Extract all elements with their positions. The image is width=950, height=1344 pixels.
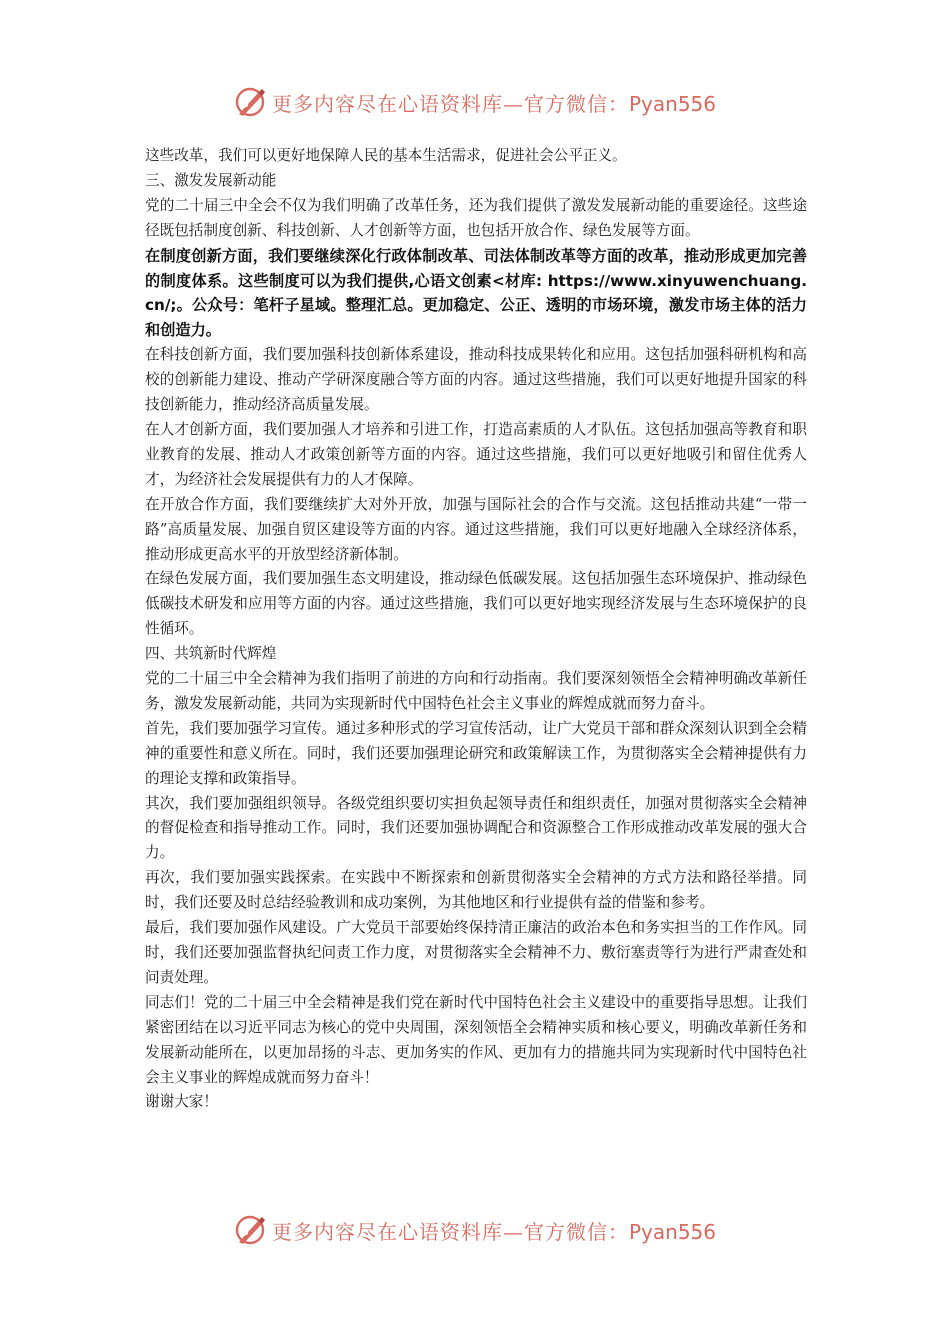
paragraph: 再次，我们要加强实践探索。在实践中不断探索和创新贯彻落实全会精神的方式方法和路径举措。同时，我们还要及时总结经验教训和成功案例，为其他地区和行业提供有益的借鉴和参考。 [145, 869, 807, 912]
paragraph: 同志们！党的二十届三中全会精神是我们党在新时代中国特色社会主义建设中的重要指导思想。让我们紧密团结在以习近平同志为核心的党中央周围，深刻领悟全会精神实质和核心要义，明确改革新任务和发展新动能所在，以更加昂扬的斗志、更加务实的作风、更加有力的措施共同为实现新时代中国特色社会主义事业的辉煌成就而努力奋斗！ [145, 993, 807, 1086]
header-banner [0, 82, 950, 122]
document-body [145, 144, 807, 1115]
banner-text: 更多内容尽在心语资料库—官方微信：Pyan556 [271, 91, 716, 116]
pen-logo-icon [234, 85, 268, 119]
paragraph: 在科技创新方面，我们要加强科技创新体系建设，推动科技成果转化和应用。这包括加强科研机构和高校的创新能力建设、推动产学研深度融合等方面的内容。通过这些措施，我们可以更好地提升国家的科技创新能力，推动经济高质量发展。 [145, 346, 807, 414]
paragraph: 在制度创新方面，我们要继续深化行政体制改革、司法体制改革等方面的改革，推动形成更加完善的制度体系。这些制度可以为我们提供,心语文创素<材库: https://www.xinyuwenchuang.cn/;。公众号：笔杆子星域。整理汇总。更加稳定、公正、透明的市场环境，激发市场主体的活力和创造力。 [145, 246, 807, 340]
paragraph: 在开放合作方面，我们要继续扩大对外开放，加强与国际社会的合作与交流。这包括推动共建“一带一路”高质量发展、加强自贸区建设等方面的内容。通过这些措施，我们可以更好地融入全球经济体系，推动形成更高水平的开放型经济新体制。 [145, 495, 807, 563]
paragraph: 这些改革，我们可以更好地保障人民的基本生活需求，促进社会公平正义。 [145, 147, 627, 164]
paragraph: 党的二十届三中全会精神为我们指明了前进的方向和行动指南。我们要深刻领悟全会精神明确改革新任务，激发发展新动能，共同为实现新时代中国特色社会主义事业的辉煌成就而努力奋斗。 [145, 670, 807, 712]
paragraph: 谢谢大家！ [145, 1093, 218, 1111]
pen-logo-icon [234, 1213, 268, 1247]
banner-handle: Pyan556 [628, 1219, 716, 1244]
paragraph: 三、激发发展新动能 [145, 171, 277, 189]
paragraph: 首先，我们要加强学习宣传。通过多种形式的学习宣传活动，让广大党员干部和群众深刻认识到全会精神的重要性和意义所在。同时，我们还要加强理论研究和政策解读工作，为贯彻落实全会精神提供有力的理论支撑和政策指导。 [145, 719, 807, 787]
footer-banner [0, 1210, 950, 1250]
paragraph: 党的二十届三中全会不仅为我们明确了改革任务，还为我们提供了激发发展新动能的重要途径。这些途径既包括制度创新、科技创新、人才创新等方面，也包括开放合作、绿色发展等方面。 [145, 196, 807, 239]
paragraph: 最后，我们要加强作风建设。广大党员干部要始终保持清正廉洁的政治本色和务实担当的工作作风。同时，我们还要加强监督执纪问责工作力度，对贯彻落实全会精神不力、敷衍塞责等行为进行严肃查处和问责处理。 [145, 919, 807, 986]
paragraph: 四、共筑新时代辉煌 [145, 645, 277, 663]
banner-text: 更多内容尽在心语资料库—官方微信：Pyan556 [271, 1219, 716, 1244]
paragraph: 在人才创新方面，我们要加强人才培养和引进工作，打造高素质的人才队伍。这包括加强高等教育和职业教育的发展、推动人才政策创新等方面的内容。通过这些措施，我们可以更好地吸引和留住优秀人才，为经济社会发展提供有力的人才保障。 [145, 420, 807, 488]
banner-handle: Pyan556 [628, 91, 716, 116]
paragraph: 其次，我们要加强组织领导。各级党组织要切实担负起领导责任和组织责任，加强对贯彻落实全会精神的督促检查和指导推动工作。同时，我们还要加强协调配合和资源整合工作形成推动改革发展的强大合力。 [145, 794, 807, 862]
paragraph: 在绿色发展方面，我们要加强生态文明建设，推动绿色低碳发展。这包括加强生态环境保护、推动绿色低碳技术研发和应用等方面的内容。通过这些措施，我们可以更好地实现经济发展与生态环境保护的良性循环。 [145, 570, 807, 638]
